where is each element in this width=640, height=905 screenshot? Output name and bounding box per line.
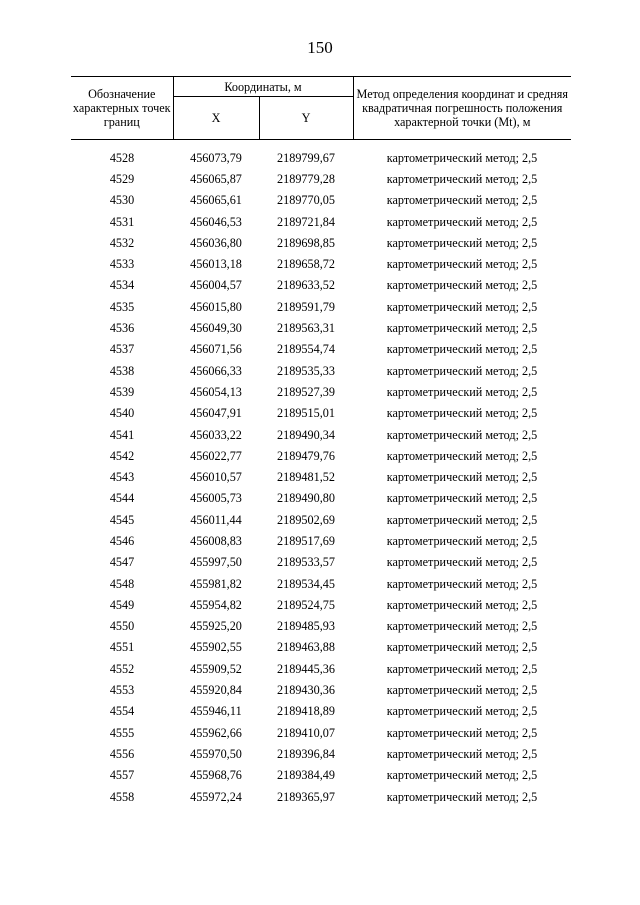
cell-y: 2189517,69 xyxy=(277,533,335,548)
cell-method: картометрический метод; 2,5 xyxy=(386,406,538,421)
cell-point: 4556 xyxy=(109,746,135,761)
table-row xyxy=(71,573,571,594)
cell-method: картометрический метод; 2,5 xyxy=(386,299,538,314)
cell-point: 4551 xyxy=(109,640,135,655)
table-row xyxy=(71,253,571,274)
cell-y: 2189533,57 xyxy=(277,555,335,570)
cell-y: 2189799,67 xyxy=(277,150,335,165)
cell-point: 4532 xyxy=(109,235,135,250)
cell-x: 455981,82 xyxy=(190,576,242,591)
cell-x: 456033,22 xyxy=(190,427,242,442)
cell-point: 4538 xyxy=(109,363,135,378)
cell-y: 2189502,69 xyxy=(277,512,335,527)
table-row xyxy=(71,637,571,658)
table-row xyxy=(71,552,571,573)
cell-x: 456010,57 xyxy=(190,470,242,485)
page-number: 150 xyxy=(307,38,333,57)
cell-y: 2189490,34 xyxy=(277,427,335,442)
cell-x: 456005,73 xyxy=(190,491,242,506)
table-row xyxy=(71,168,571,189)
cell-method: картометрический метод; 2,5 xyxy=(386,427,538,442)
cell-x: 456071,56 xyxy=(190,342,242,357)
header-y: Y xyxy=(259,97,353,140)
cell-y: 2189698,85 xyxy=(277,235,335,250)
table-header xyxy=(71,77,571,140)
cell-y: 2189384,49 xyxy=(277,768,335,783)
cell-method: картометрический метод; 2,5 xyxy=(386,384,538,399)
cell-method: картометрический метод; 2,5 xyxy=(386,278,538,293)
cell-point: 4528 xyxy=(109,150,135,165)
cell-x: 456066,33 xyxy=(190,363,242,378)
cell-point: 4543 xyxy=(109,470,135,485)
table-row xyxy=(71,765,571,786)
table-row xyxy=(71,743,571,764)
cell-point: 4534 xyxy=(109,278,135,293)
cell-point: 4552 xyxy=(109,661,135,676)
cell-method: картометрический метод; 2,5 xyxy=(386,235,538,250)
table-row xyxy=(71,701,571,722)
table-row xyxy=(71,296,571,317)
cell-point: 4553 xyxy=(109,683,135,698)
cell-method: картометрический метод; 2,5 xyxy=(386,597,538,612)
cell-y: 2189534,45 xyxy=(277,576,335,591)
table-row xyxy=(71,360,571,381)
cell-y: 2189633,52 xyxy=(277,278,335,293)
cell-x: 456022,77 xyxy=(190,448,242,463)
cell-x: 456049,30 xyxy=(190,321,242,336)
table-row xyxy=(71,445,571,466)
header-x: X xyxy=(173,97,259,140)
cell-y: 2189524,75 xyxy=(277,597,335,612)
cell-method: картометрический метод; 2,5 xyxy=(386,746,538,761)
cell-method: картометрический метод; 2,5 xyxy=(386,257,538,272)
cell-y: 2189770,05 xyxy=(277,193,335,208)
table-row xyxy=(71,211,571,232)
cell-point: 4547 xyxy=(109,555,135,570)
table-body xyxy=(71,140,571,808)
cell-x: 456008,83 xyxy=(190,533,242,548)
cell-method: картометрический метод; 2,5 xyxy=(386,789,538,804)
cell-y: 2189490,80 xyxy=(277,491,335,506)
header-method: Метод определения координат и средняя квадратичная погрешность положения характерной точки (Mt), м xyxy=(353,77,571,140)
table-row xyxy=(71,488,571,509)
cell-x: 455925,20 xyxy=(190,619,242,634)
cell-x: 456046,53 xyxy=(190,214,242,229)
table-row xyxy=(71,786,571,807)
table-row xyxy=(71,339,571,360)
cell-method: картометрический метод; 2,5 xyxy=(386,214,538,229)
cell-method: картометрический метод; 2,5 xyxy=(386,640,538,655)
cell-x: 455972,24 xyxy=(190,789,242,804)
cell-method: картометрический метод; 2,5 xyxy=(386,193,538,208)
cell-point: 4533 xyxy=(109,257,135,272)
cell-method: картометрический метод; 2,5 xyxy=(386,342,538,357)
cell-x: 456013,18 xyxy=(190,257,242,272)
cell-point: 4539 xyxy=(109,384,135,399)
cell-x: 456011,44 xyxy=(190,512,242,527)
cell-point: 4531 xyxy=(109,214,135,229)
table-row xyxy=(71,679,571,700)
cell-y: 2189396,84 xyxy=(277,746,335,761)
cell-point: 4557 xyxy=(109,768,135,783)
table-row xyxy=(71,403,571,424)
cell-x: 455968,76 xyxy=(190,768,242,783)
cell-x: 456065,61 xyxy=(190,193,242,208)
cell-y: 2189535,33 xyxy=(277,363,335,378)
cell-method: картометрический метод; 2,5 xyxy=(386,619,538,634)
table-row xyxy=(71,424,571,445)
cell-y: 2189365,97 xyxy=(277,789,335,804)
cell-x: 455962,66 xyxy=(190,725,242,740)
cell-x: 456036,80 xyxy=(190,235,242,250)
table-row xyxy=(71,722,571,743)
cell-y: 2189445,36 xyxy=(277,661,335,676)
table-row xyxy=(71,190,571,211)
cell-point: 4554 xyxy=(109,704,135,719)
cell-y: 2189658,72 xyxy=(277,257,335,272)
cell-x: 455902,55 xyxy=(190,640,242,655)
cell-y: 2189418,89 xyxy=(277,704,335,719)
cell-method: картометрический метод; 2,5 xyxy=(386,150,538,165)
cell-x: 455920,84 xyxy=(190,683,242,698)
cell-y: 2189430,36 xyxy=(277,683,335,698)
table-row xyxy=(71,530,571,551)
cell-point: 4548 xyxy=(109,576,135,591)
cell-point: 4536 xyxy=(109,321,135,336)
cell-y: 2189563,31 xyxy=(277,321,335,336)
table-row xyxy=(71,616,571,637)
header-coordinates: Координаты, м xyxy=(173,77,353,97)
cell-method: картометрический метод; 2,5 xyxy=(386,171,538,186)
cell-method: картометрический метод; 2,5 xyxy=(386,491,538,506)
coordinates-table xyxy=(71,76,571,807)
cell-point: 4541 xyxy=(109,427,135,442)
cell-y: 2189485,93 xyxy=(277,619,335,634)
cell-x: 456015,80 xyxy=(190,299,242,314)
cell-method: картометрический метод; 2,5 xyxy=(386,555,538,570)
table-row xyxy=(71,317,571,338)
cell-x: 455970,50 xyxy=(190,746,242,761)
cell-x: 455946,11 xyxy=(190,704,242,719)
cell-y: 2189721,84 xyxy=(277,214,335,229)
cell-method: картометрический метод; 2,5 xyxy=(386,533,538,548)
cell-x: 455997,50 xyxy=(190,555,242,570)
cell-x: 456065,87 xyxy=(190,171,242,186)
cell-point: 4540 xyxy=(109,406,135,421)
cell-x: 456054,13 xyxy=(190,384,242,399)
table-row xyxy=(71,466,571,487)
cell-x: 456073,79 xyxy=(190,150,242,165)
cell-y: 2189463,88 xyxy=(277,640,335,655)
cell-y: 2189481,52 xyxy=(277,470,335,485)
cell-point: 4535 xyxy=(109,299,135,314)
cell-method: картометрический метод; 2,5 xyxy=(386,768,538,783)
table-row xyxy=(71,594,571,615)
cell-x: 456047,91 xyxy=(190,406,242,421)
table-row xyxy=(71,232,571,253)
table-row xyxy=(71,381,571,402)
cell-method: картометрический метод; 2,5 xyxy=(386,661,538,676)
cell-point: 4558 xyxy=(109,789,135,804)
cell-x: 455954,82 xyxy=(190,597,242,612)
cell-x: 456004,57 xyxy=(190,278,242,293)
table-row xyxy=(71,509,571,530)
cell-method: картометрический метод; 2,5 xyxy=(386,704,538,719)
cell-method: картометрический метод; 2,5 xyxy=(386,512,538,527)
cell-y: 2189527,39 xyxy=(277,384,335,399)
cell-y: 2189779,28 xyxy=(277,171,335,186)
cell-method: картометрический метод; 2,5 xyxy=(386,363,538,378)
cell-y: 2189515,01 xyxy=(277,406,335,421)
table-row xyxy=(71,275,571,296)
cell-point: 4546 xyxy=(109,533,135,548)
cell-point: 4542 xyxy=(109,448,135,463)
cell-method: картометрический метод; 2,5 xyxy=(386,321,538,336)
cell-method: картометрический метод; 2,5 xyxy=(386,576,538,591)
table-row xyxy=(71,147,571,168)
cell-point: 4555 xyxy=(109,725,135,740)
cell-point: 4549 xyxy=(109,597,135,612)
table-row xyxy=(71,658,571,679)
cell-method: картометрический метод; 2,5 xyxy=(386,725,538,740)
cell-point: 4550 xyxy=(109,619,135,634)
cell-method: картометрический метод; 2,5 xyxy=(386,683,538,698)
cell-point: 4537 xyxy=(109,342,135,357)
header-point-designation: Обозначение характерных точек границ xyxy=(71,77,173,140)
cell-point: 4545 xyxy=(109,512,135,527)
cell-method: картометрический метод; 2,5 xyxy=(386,470,538,485)
cell-y: 2189591,79 xyxy=(277,299,335,314)
cell-y: 2189479,76 xyxy=(277,448,335,463)
cell-x: 455909,52 xyxy=(190,661,242,676)
cell-y: 2189554,74 xyxy=(277,342,335,357)
cell-point: 4530 xyxy=(109,193,135,208)
cell-point: 4544 xyxy=(109,491,135,506)
cell-method: картометрический метод; 2,5 xyxy=(386,448,538,463)
cell-point: 4529 xyxy=(109,171,135,186)
cell-y: 2189410,07 xyxy=(277,725,335,740)
